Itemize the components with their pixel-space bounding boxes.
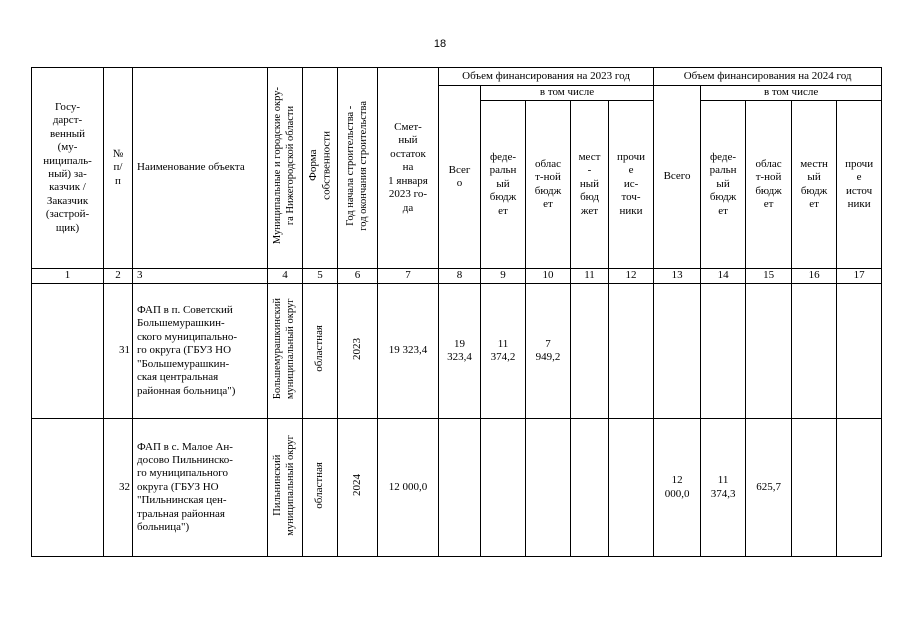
page-number: 18: [433, 38, 447, 50]
column-number: 1: [32, 269, 104, 284]
column-number: 8: [439, 269, 481, 284]
table-row: [32, 284, 882, 419]
cell-other-2023: [609, 419, 654, 557]
cell-local-2023: [571, 419, 609, 557]
column-number: 15: [746, 269, 792, 284]
column-number: 9: [481, 269, 526, 284]
cell-total-2023: 19 323,4: [439, 284, 481, 419]
financing-table: [31, 67, 882, 557]
column-number: 16: [792, 269, 837, 284]
header-regional-2023: облас т-ной бюдж ет: [526, 101, 571, 269]
cell-municipality: Большемурашкинский муниципальный округ: [268, 284, 303, 419]
cell-federal-2023: [481, 419, 526, 557]
column-number: 2: [104, 269, 133, 284]
header-years: Год начала строительства - год окончания строительства: [338, 68, 378, 269]
table-row: [32, 419, 882, 557]
column-number-row: [32, 269, 882, 284]
cell-num: 32: [104, 419, 133, 557]
cell-local-2024: [792, 284, 837, 419]
cell-total-2023: [439, 419, 481, 557]
column-number: 13: [654, 269, 701, 284]
header-municipality: Муниципальные и городские окру- га Нижегородской области: [268, 68, 303, 269]
cell-object-name: ФАП в с. Малое Ан- досово Пильнинско- го муниципального округа (ГБУЗ НО "Пильнинская цен- тральная районная больница"): [133, 419, 268, 557]
cell-federal-2024: [701, 284, 746, 419]
cell-local-2024: [792, 419, 837, 557]
cell-ownership: областная: [303, 419, 338, 557]
header-other-2024: прочи е источ ники: [837, 101, 882, 269]
cell-local-2023: [571, 284, 609, 419]
cell-other-2023: [609, 284, 654, 419]
cell-regional-2024: [746, 284, 792, 419]
cell-municipality: Пильнинский муниципальный округ: [268, 419, 303, 557]
header-local-2023: мест - ный бюд жет: [571, 101, 609, 269]
header-row-1: [32, 68, 882, 86]
header-fin-2024: Объем финансирования на 2024 год: [654, 68, 882, 86]
header-customer: Госу- дарст- венный (му- ниципаль- ный) за- казчик / Заказчик (застрой- щик): [32, 68, 104, 269]
cell-customer: [32, 419, 104, 557]
cell-federal-2024: 11 374,3: [701, 419, 746, 557]
cell-remainder: 19 323,4: [378, 284, 439, 419]
cell-regional-2023: 7 949,2: [526, 284, 571, 419]
column-number: 17: [837, 269, 882, 284]
cell-federal-2023: 11 374,2: [481, 284, 526, 419]
cell-num: 31: [104, 284, 133, 419]
cell-object-name: ФАП в п. Советский Большемурашкин- ского муниципально- го округа (ГБУЗ НО "Большемурашкин- ская центральная районная больница"): [133, 284, 268, 419]
column-number: 10: [526, 269, 571, 284]
header-total-2023: Всег о: [439, 86, 481, 269]
cell-years: 2024: [338, 419, 378, 557]
header-federal-2023: феде- ральн ый бюдж ет: [481, 101, 526, 269]
header-num: № п/ п: [104, 68, 133, 269]
header-federal-2024: феде- ральн ый бюдж ет: [701, 101, 746, 269]
column-number: 3: [133, 269, 268, 284]
cell-other-2024: [837, 284, 882, 419]
header-including-2023: в том числе: [481, 86, 654, 101]
header-remainder: Смет- ный остаток на 1 января 2023 го- да: [378, 68, 439, 269]
cell-years: 2023: [338, 284, 378, 419]
column-number: 6: [338, 269, 378, 284]
cell-remainder: 12 000,0: [378, 419, 439, 557]
column-number: 7: [378, 269, 439, 284]
header-local-2024: местн ый бюдж ет: [792, 101, 837, 269]
cell-total-2024: [654, 284, 701, 419]
cell-customer: [32, 284, 104, 419]
header-including-2024: в том числе: [701, 86, 882, 101]
header-other-2023: прочи е ис- точ- ники: [609, 101, 654, 269]
cell-regional-2024: 625,7: [746, 419, 792, 557]
cell-total-2024: 12 000,0: [654, 419, 701, 557]
header-ownership: Форма собственности: [303, 68, 338, 269]
cell-other-2024: [837, 419, 882, 557]
column-number: 4: [268, 269, 303, 284]
column-number: 5: [303, 269, 338, 284]
cell-ownership: областная: [303, 284, 338, 419]
column-number: 14: [701, 269, 746, 284]
header-fin-2023: Объем финансирования на 2023 год: [439, 68, 654, 86]
cell-regional-2023: [526, 419, 571, 557]
header-total-2024: Всего: [654, 86, 701, 269]
header-name: Наименование объекта: [133, 68, 268, 269]
header-regional-2024: облас т-ной бюдж ет: [746, 101, 792, 269]
column-number: 12: [609, 269, 654, 284]
column-number: 11: [571, 269, 609, 284]
